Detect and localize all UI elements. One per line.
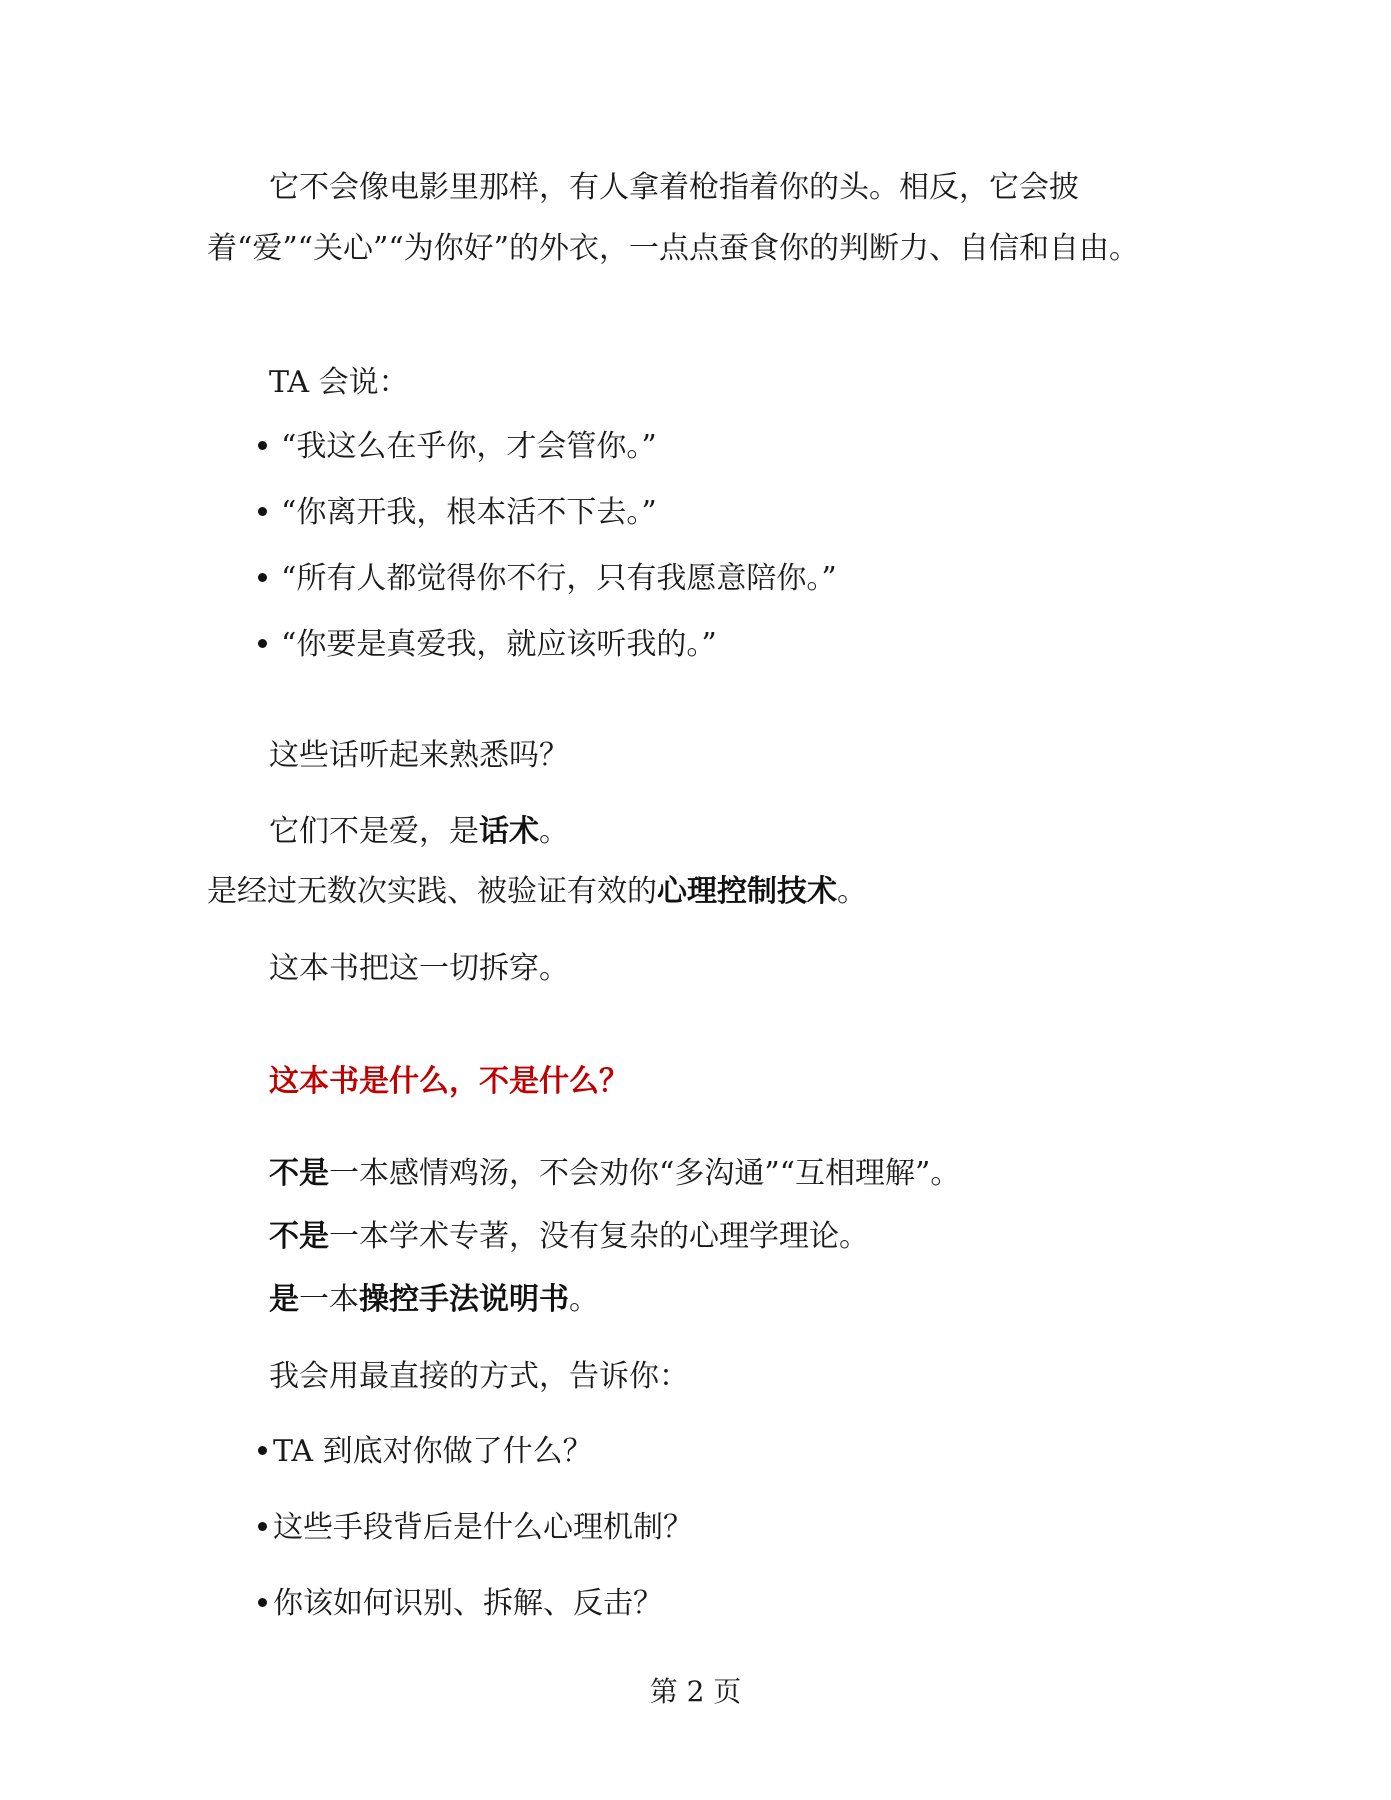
is-not-line-1: 不是一本感情鸡汤，不会劝你“多沟通”“互相理解”。 xyxy=(269,1156,961,1191)
bullet-icon xyxy=(258,1598,267,1607)
list-item: 你该如何识别、拆解、反击？ xyxy=(258,1584,663,1624)
bullet-icon xyxy=(258,1522,267,1531)
is-line: 是一本操控手法说明书。 xyxy=(269,1282,599,1317)
list-item: “我这么在乎你，才会管你。” xyxy=(258,427,657,467)
ta-says-text: TA 会说： xyxy=(269,365,409,400)
expose-text: 这本书把这一切拆穿。 xyxy=(269,951,569,986)
bullet-icon xyxy=(258,441,267,450)
not-love-text: 它们不是爱，是话术。 xyxy=(269,814,569,849)
bullet-icon xyxy=(258,573,267,582)
section-heading: 这本书是什么，不是什么？ xyxy=(269,1064,629,1099)
bullet-icon xyxy=(258,1446,267,1455)
list-item: 这些手段背后是什么心理机制？ xyxy=(258,1508,693,1548)
page-number: 第 2 页 xyxy=(649,1675,742,1708)
bullet-icon xyxy=(258,639,267,648)
list-item: “所有人都觉得你不行，只有我愿意陪你。” xyxy=(258,559,837,599)
list-item: “你要是真爱我，就应该听我的。” xyxy=(258,625,717,665)
bullet-icon xyxy=(258,507,267,516)
intro-paragraph: 它不会像电影里那样，有人拿着枪指着你的头。相反，它会披着“爱”“关心”“为你好”的外衣，一点点蚕食你的判断力、自信和自由。 xyxy=(207,170,1140,266)
technique-text: 是经过无数次实践、被验证有效的心理控制技术。 xyxy=(207,874,867,909)
tell-you-text: 我会用最直接的方式，告诉你： xyxy=(269,1359,689,1394)
is-not-line-2: 不是一本学术专著，没有复杂的心理学理论。 xyxy=(269,1219,869,1254)
list-item: “你离开我，根本活不下去。” xyxy=(258,493,657,533)
familiar-question: 这些话听起来熟悉吗？ xyxy=(269,738,569,773)
list-item: TA 到底对你做了什么？ xyxy=(258,1432,593,1472)
